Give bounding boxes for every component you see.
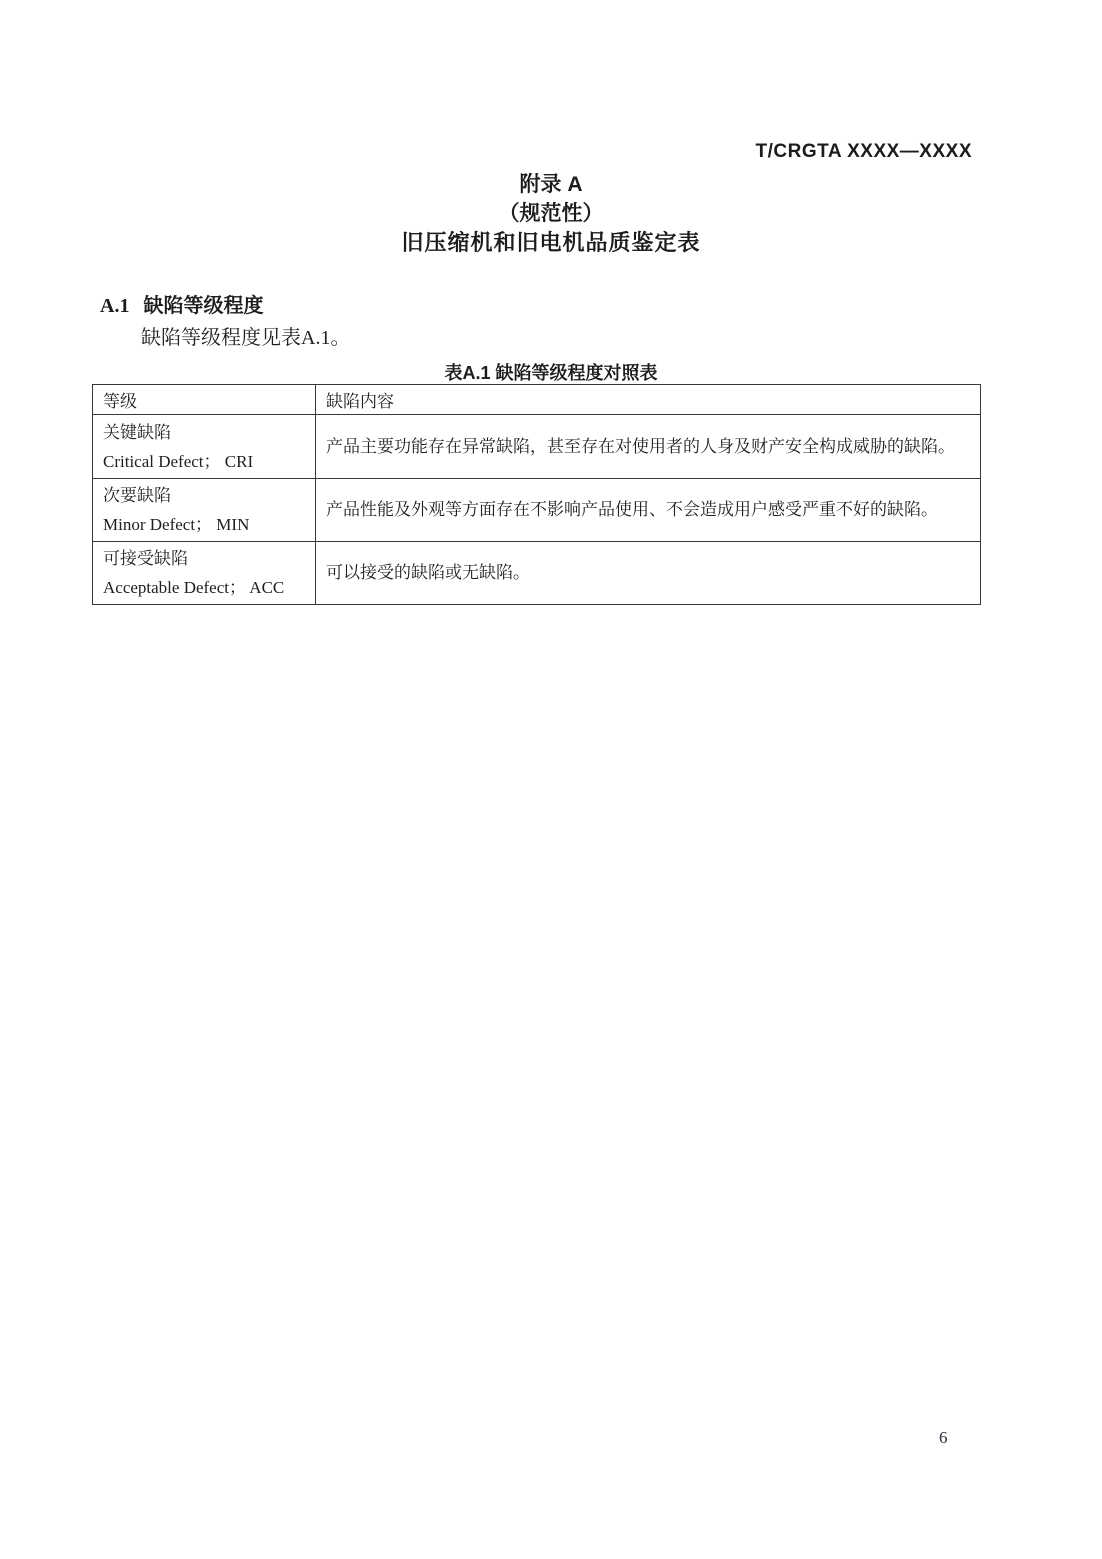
defect-grade-table xyxy=(92,384,981,605)
section-number: A.1 xyxy=(100,295,130,317)
annex-normative-label: （规范性） xyxy=(498,202,604,225)
grade-name-en: Minor Defect； MIN xyxy=(103,515,250,534)
table-row xyxy=(93,479,981,542)
column-header-grade: 等级 xyxy=(93,385,316,415)
section-title: 缺陷等级程度 xyxy=(143,295,264,317)
grade-name-cn: 关键缺陷 xyxy=(103,422,171,442)
annex-title: 附录 A xyxy=(519,173,583,196)
table-row xyxy=(93,415,981,479)
grade-name-cn: 可接受缺陷 xyxy=(103,549,188,568)
grade-cell xyxy=(93,542,316,605)
annex-subtitle: 旧压缩机和旧电机品质鉴定表 xyxy=(401,230,701,255)
section-heading xyxy=(100,289,263,318)
grade-name-cn: 次要缺陷 xyxy=(103,486,171,505)
body-paragraph: 缺陷等级程度见表A.1。 xyxy=(141,327,351,349)
table-header-row xyxy=(93,385,981,415)
defect-description: 产品主要功能存在异常缺陷，甚至存在对使用者的人身及财产安全构成威胁的缺陷。 xyxy=(316,415,981,479)
table-row xyxy=(93,542,981,605)
column-header-content: 缺陷内容 xyxy=(316,385,981,415)
grade-cell xyxy=(93,479,316,542)
grade-name-en: Acceptable Defect； ACC xyxy=(103,578,285,597)
page-number: 6 xyxy=(939,1428,948,1447)
annex-title-block xyxy=(0,170,1102,257)
grade-name-en: Critical Defect； CRI xyxy=(103,451,254,471)
defect-description: 可以接受的缺陷或无缺陷。 xyxy=(316,542,981,605)
standard-code: T/CRGTA XXXX—XXXX xyxy=(755,141,972,162)
defect-description: 产品性能及外观等方面存在不影响产品使用、不会造成用户感受严重不好的缺陷。 xyxy=(316,479,981,542)
table-caption: 表A.1 缺陷等级程度对照表 xyxy=(444,363,658,383)
grade-cell xyxy=(93,415,316,479)
